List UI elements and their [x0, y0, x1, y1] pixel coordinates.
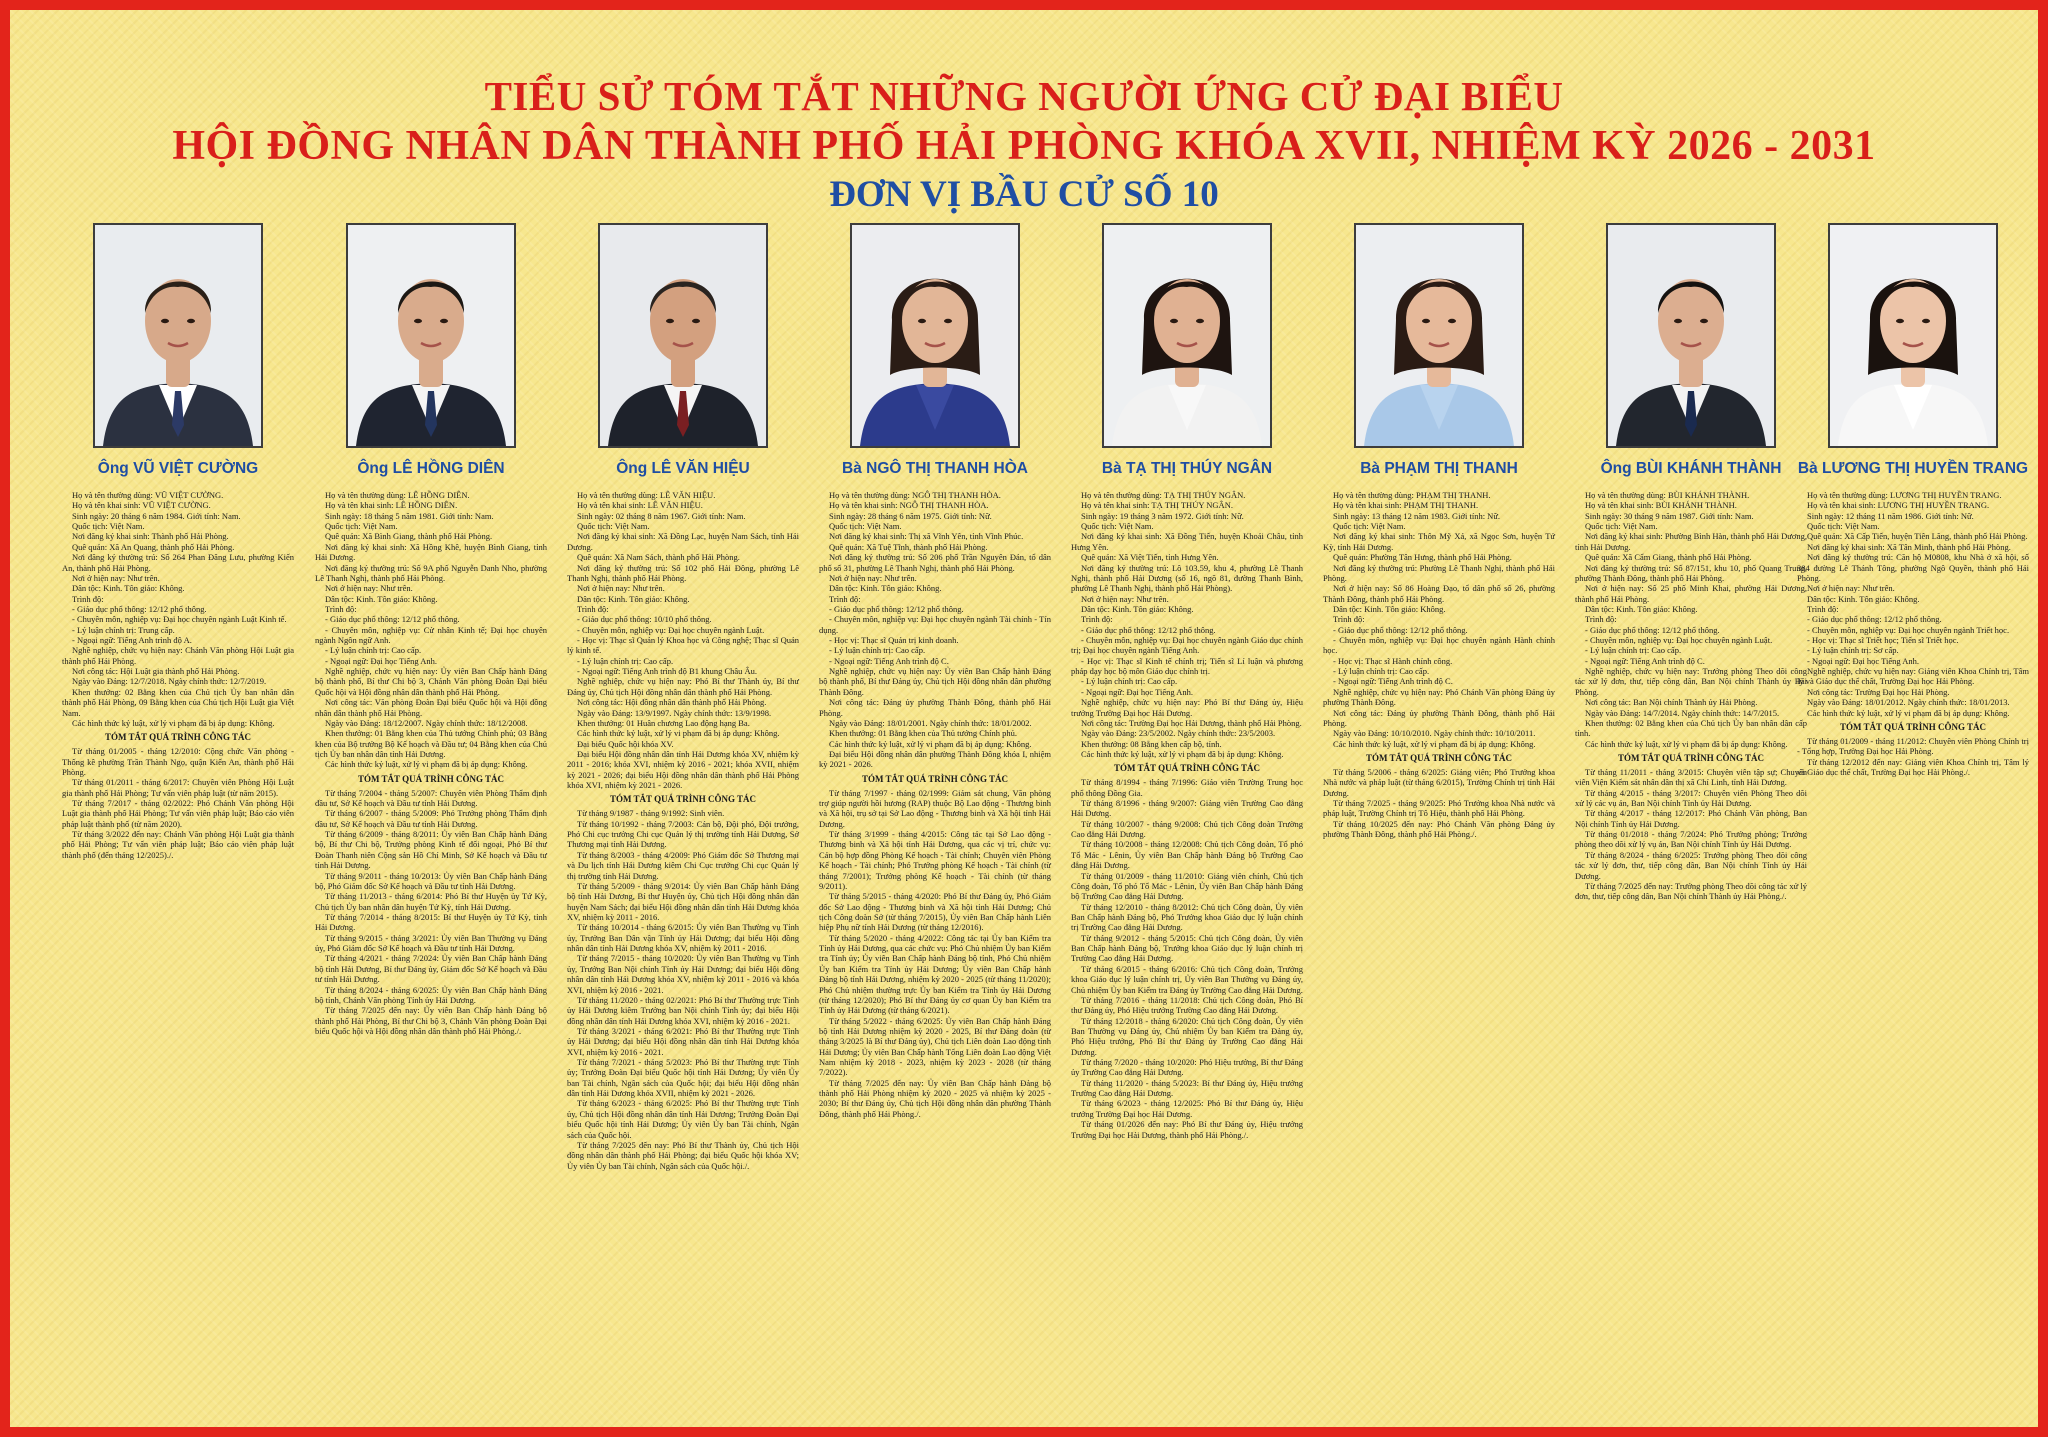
bio-line: Dân tộc: Kinh. Tôn giáo: Không.	[829, 583, 942, 594]
bio-line: Nơi đăng ký khai sinh: Xã Đồng Lạc, huyện Nam Sách, tỉnh Hải Dương.	[567, 531, 799, 552]
career-entry: Từ tháng 01/2018 - tháng 7/2024: Phó Trưởng phòng; Trưởng phòng theo dõi xử lý vụ án, Ban Nội chính Tỉnh ủy Hải Dương.	[1575, 829, 1807, 850]
bio-line: Trình độ:	[1807, 603, 1839, 614]
bio-line: - Chuyên môn, nghiệp vụ: Đại học chuyên ngành Luật Kinh tế.	[72, 614, 287, 625]
candidate-name: Bà NGÔ THỊ THANH HÒA	[842, 460, 1028, 477]
bio-line: Khen thưởng: 01 Huân chương Lao động hạng Ba.	[577, 717, 750, 728]
career-entry: Từ tháng 10/1992 - tháng 7/2003: Cán bộ, Đội phó, Đội trưởng, Phó Chi cục trưởng Chi cục Quản lý thị trường tỉnh Hải Dương, Sở Thương mại tỉnh Hải Dương.	[567, 818, 799, 850]
candidate-biography	[819, 490, 1051, 1119]
bio-line: Nơi ở hiện nay: Như trên.	[325, 583, 413, 594]
career-entry: Từ tháng 8/2024 - tháng 6/2025: Trưởng phòng Theo dõi công tác xử lý đơn, thư, tiếp công dân, Ban Nội chính Tỉnh ủy Hải Dương.	[1575, 849, 1807, 881]
bio-line: Quê quán: Xã Nam Sách, thành phố Hải Phòng.	[577, 552, 740, 563]
bio-line: Khen thưởng: 01 Bằng khen của Thủ tướng Chính phủ; 03 Bằng khen của Bộ trưởng Bộ Kế hoạch và Đầu tư; 04 Bằng khen của Chủ tịch Ủy ban nhân dân tỉnh Hải Dương.	[315, 728, 547, 759]
bio-line: Các hình thức kỷ luật, xử lý vi phạm đã bị áp dụng: Không.	[1081, 748, 1284, 759]
bio-line: Các hình thức kỷ luật, xử lý vi phạm đã bị áp dụng: Không.	[577, 728, 780, 739]
bio-line: Quốc tịch: Việt Nam.	[1333, 521, 1406, 532]
career-entry: Từ tháng 5/2009 - tháng 9/2014: Ủy viên Ban Chấp hành Đảng bộ tỉnh Hải Dương, Bí thư Huyện ủy, Chủ tịch Hội đồng nhân dân huyện Nam Sách; đại biểu Hội đồng nhân dân tỉnh Hải Dương khóa XV, nhiệm kỳ 2011 - 2016.	[567, 880, 799, 922]
bio-line: Nơi đăng ký thường trú: Số 102 phố Hải Đông, phường Lê Thanh Nghị, thành phố Hải Phòng.	[567, 562, 799, 583]
candidate-column	[315, 223, 547, 1036]
bio-line: Nơi đăng ký thường trú: Lô 103.59, khu 4, phường Lê Thanh Nghị, thành phố Hải Dương (số 16, ngõ 81, đường Thanh Bình, phường Lê Thanh Nghị, thành phố Hải Phòng).	[1071, 562, 1303, 594]
bio-line: Nơi đăng ký khai sinh: Thị xã Vĩnh Yên, tỉnh Vĩnh Phúc.	[829, 531, 1024, 542]
bio-line: - Ngoại ngữ: Tiếng Anh trình độ A.	[72, 635, 192, 646]
bio-line: Dân tộc: Kinh. Tôn giáo: Không.	[1585, 603, 1698, 614]
candidate-photo	[1828, 223, 1998, 448]
bio-line: - Ngoại ngữ: Tiếng Anh trình độ C.	[829, 655, 949, 666]
bio-line: Ngày vào Đảng: 23/5/2002. Ngày chính thức: 23/5/2003.	[1081, 728, 1276, 739]
career-entry: Từ tháng 7/2025 đến nay: Ủy viên Ban Chấp hành Đảng bộ thành phố Hải Phòng, Bí thư Chi bộ 3, Chánh Văn phòng Đoàn Đại biểu Quốc hội và Hội đồng nhân dân thành phố Hải Phòng./.	[315, 1005, 547, 1036]
bio-line: Nơi ở hiện nay: Số 86 Hoàng Đạo, tổ dân phố số 26, phường Thành Đông, thành phố Hải Phòng.	[1323, 583, 1555, 604]
bio-line: Quốc tịch: Việt Nam.	[72, 521, 145, 532]
career-entry: Từ tháng 6/2023 - tháng 12/2025: Phó Bí thư Đảng ủy, Hiệu trưởng Trường Đại học Hải Dương.	[1071, 1098, 1303, 1119]
bio-line: Nơi ở hiện nay: Như trên.	[577, 583, 665, 594]
portrait-illustration	[1104, 225, 1270, 446]
career-entry: Từ tháng 7/2015 - tháng 10/2020: Ủy viên Ban Thường vụ Tỉnh ủy, Trưởng Ban Nội chính Tỉnh ủy Hải Dương; đại biểu Hội đồng nhân dân tỉnh Hải Dương khóa XV, nhiệm kỳ 2011 - 2016 và khóa XVI, nhiệm kỳ 2016 - 2021.	[567, 953, 799, 995]
bio-line: Khen thưởng: 01 Bằng khen của Thủ tướng Chính phủ.	[829, 728, 1018, 739]
bio-line: Họ và tên khai sinh: LƯƠNG THỊ HUYỀN TRANG.	[1807, 500, 1990, 511]
bio-line: - Ngoại ngữ: Đại học Tiếng Anh.	[1807, 655, 1920, 666]
candidate-name: Ông LÊ HỒNG DIÊN	[357, 460, 505, 477]
candidate-biography	[1575, 490, 1807, 902]
career-entry: Từ tháng 6/2007 - tháng 5/2009: Phó Trưởng phòng Thẩm định đầu tư, Sở Kế hoạch và Đầu tư tỉnh Hải Dương.	[315, 808, 547, 829]
bio-line: Đại biểu Hội đồng nhân dân tỉnh Hải Dương khóa XV, nhiệm kỳ 2011 - 2016; khóa XVI, nhiệm kỳ 2016 - 2021; khóa XVII, nhiệm kỳ 2021 - 2026; đại biểu Hội đồng nhân dân thành phố Hải Phòng khóa XVI, nhiệm kỳ 2021 - 2026.	[567, 748, 799, 791]
career-entry: Từ tháng 5/2015 - tháng 4/2020: Phó Bí thư Đảng ủy, Phó Giám đốc Sở Lao động - Thương binh và Xã hội tỉnh Hải Dương; Chủ tịch Công đoàn Sở (từ tháng 7/2015), Ủy viên Ban Chấp hành Liên hiệp Phụ nữ tỉnh Hải Dương (từ tháng 12/2016).	[819, 891, 1051, 933]
bio-line: Nơi đăng ký thường trú: Căn hộ M0808, khu Nhà ở xã hội, số 384 đường Lê Thánh Tông, phường Ngô Quyền, thành phố Hải Phòng.	[1797, 552, 2029, 583]
career-entry: Từ tháng 7/2025 đến nay: Ủy viên Ban Chấp hành Đảng bộ thành phố Hải Phòng nhiệm kỳ 2020 - 2025 và nhiệm kỳ 2025 - 2030; Bí thư Đảng ủy, Chủ tịch Hội đồng nhân dân phường Thành Đông, thành phố Hải Phòng./.	[819, 1077, 1051, 1119]
career-entry: Từ tháng 4/2015 - tháng 3/2017: Chuyên viên Phòng Theo dõi xử lý các vụ án, Ban Nội chính Tỉnh ủy Hải Dương.	[1575, 787, 1807, 809]
candidate-biography	[1071, 490, 1303, 1140]
career-entry: Từ tháng 6/2015 - tháng 6/2016: Chủ tịch Công đoàn, Trưởng khoa Giáo dục lý luận chính trị, Ủy viên Ban Thường vụ Đảng ủy, Chủ nhiệm Ủy ban Kiểm tra Đảng ủy Trường Cao đẳng Hải Dương.	[1071, 963, 1303, 995]
bio-line: Trình độ:	[1585, 614, 1617, 625]
career-entry: Từ tháng 6/2023 - tháng 6/2025: Phó Bí thư Thường trực Tỉnh ủy, Chủ tịch Hội đồng nhân dân tỉnh Hải Dương; Trưởng Đoàn Đại biểu Quốc hội tỉnh Hải Dương; Ủy viên Ủy ban Tài chính, Ngân sách của Quốc hội.	[567, 1098, 799, 1140]
bio-line: - Giáo dục phổ thông: 12/12 phổ thông.	[1333, 624, 1468, 635]
bio-line: - Giáo dục phổ thông: 12/12 phổ thông.	[1807, 614, 1942, 625]
bio-line: Khen thưởng: 02 Bằng khen của Chủ tịch Ủy ban nhân dân cấp tỉnh.	[1575, 717, 1807, 739]
bio-line: Dân tộc: Kinh. Tôn giáo: Không.	[325, 593, 438, 604]
bio-line: Họ và tên thường dùng: LƯƠNG THỊ HUYỀN TRANG.	[1807, 490, 2002, 500]
candidate-biography	[62, 490, 294, 860]
career-heading: TÓM TẮT QUÁ TRÌNH CÔNG TÁC	[1113, 763, 1261, 774]
career-entry: Từ tháng 3/2022 đến nay: Chánh Văn phòng Hội Luật gia thành phố Hải Phòng; Tư vấn viên pháp luật; Báo cáo viên pháp luật thành phố (đến tháng 12/2025)./.	[62, 829, 294, 860]
bio-line: Đại biểu Hội đồng nhân dân phường Thành Đông khóa I, nhiệm kỳ 2021 - 2026.	[819, 748, 1051, 770]
career-entry: Từ tháng 8/2003 - tháng 4/2009: Phó Giám đốc Sở Thương mại và Du lịch tỉnh Hải Dương kiêm Chi Cục trưởng Chi cục Quản lý thị trường tỉnh Hải Dương.	[567, 849, 799, 881]
bio-line: Dân tộc: Kinh. Tôn giáo: Không.	[1807, 593, 1920, 604]
bio-line: Quê quán: Phường Tân Hưng, thành phố Hải Phòng.	[1333, 552, 1512, 563]
bio-line: Quốc tịch: Việt Nam.	[577, 521, 650, 532]
bio-line: Trình độ:	[577, 603, 609, 614]
bio-line: Nơi đăng ký khai sinh: Phường Bình Hàn, thành phố Hải Dương, tỉnh Hải Dương.	[1575, 531, 1807, 552]
bio-line: Ngày vào Đảng: 12/7/2018. Ngày chính thức: 12/7/2019.	[72, 676, 267, 687]
bio-line: Quốc tịch: Việt Nam.	[1585, 521, 1658, 532]
career-entry: Từ tháng 7/2025 đến nay: Phó Bí thư Thành ủy, Chủ tịch Hội đồng nhân dân thành phố Hải Phòng; đại biểu Quốc hội khóa XV; Ủy viên Ủy ban Tài chính, Ngân sách của Quốc hội./.	[567, 1139, 799, 1171]
bio-line: - Lý luận chính trị: Cao cấp.	[1585, 645, 1682, 656]
career-entry: Từ tháng 10/2007 - tháng 9/2008: Chủ tịch Công đoàn Trường Cao đẳng Hải Dương.	[1071, 818, 1303, 840]
bio-line: - Giáo dục phổ thông: 12/12 phổ thông.	[829, 603, 964, 614]
career-heading: TÓM TẮT QUÁ TRÌNH CÔNG TÁC	[861, 773, 1009, 784]
candidate-photo	[598, 223, 768, 448]
career-entry: Từ tháng 9/1987 - tháng 9/1992: Sinh viên.	[577, 808, 725, 819]
bio-line: Nơi công tác: Đảng ủy phường Thành Đông, thành phố Hải Phòng.	[1323, 707, 1555, 728]
candidate-photo	[93, 223, 263, 448]
career-entry: Từ tháng 12/2012 đến nay: Giảng viên Khoa Chính trị, Tâm lý và Giáo dục thể chất, Trường Đại học Hải Phòng./.	[1797, 756, 2029, 777]
candidate-column	[819, 223, 1051, 1119]
bio-line: - Lý luận chính trị: Sơ cấp.	[1807, 645, 1899, 656]
candidate-column	[1797, 223, 2029, 777]
career-entry: Từ tháng 4/2017 - tháng 12/2017: Phó Chánh Văn phòng, Ban Nội chính Tỉnh ủy Hải Dương.	[1575, 808, 1807, 829]
candidate-photo	[346, 223, 516, 448]
bio-line: - Học vị: Thạc sĩ Kinh tế chính trị; Tiến sĩ Lí luận và phương pháp dạy học bộ môn Giáo dục chính trị.	[1071, 655, 1303, 677]
bio-line: Nơi đăng ký khai sinh: Thành phố Hải Phòng.	[72, 531, 229, 542]
bio-line: - Giáo dục phổ thông: 12/12 phổ thông.	[1585, 624, 1720, 635]
portrait-illustration	[1608, 225, 1774, 446]
candidate-name: Bà TẠ THỊ THÚY NGÂN	[1101, 460, 1273, 477]
bio-line: Quê quán: Xã Cấp Tiến, huyện Tiên Lãng, thành phố Hải Phòng.	[1807, 531, 2028, 542]
bio-line: Nơi ở hiện nay: Như trên.	[1807, 583, 1895, 594]
bio-line: - Chuyên môn, nghiệp vụ: Đại học chuyên ngành Hành chính học.	[1323, 635, 1555, 656]
career-entry: Từ tháng 5/2006 - tháng 6/2025: Giảng viên; Phó Trưởng khoa Nhà nước và pháp luật (từ tháng 6/2015), Trường Chính trị tỉnh Hải Dương.	[1323, 766, 1555, 798]
candidate-photo	[1606, 223, 1776, 448]
career-entry: Từ tháng 11/2020 - tháng 5/2023: Bí thư Đảng ủy, Hiệu trưởng Trường Cao đẳng Hải Dương.	[1071, 1077, 1303, 1099]
bio-line: Sinh ngày: 30 tháng 9 năm 1987. Giới tính: Nam.	[1585, 510, 1754, 521]
bio-line: Trình độ:	[1081, 614, 1113, 625]
career-entry: Từ tháng 9/2011 - tháng 10/2013: Ủy viên Ban Chấp hành Đảng bộ, Phó Giám đốc Sở Kế hoạch và Đầu tư tỉnh Hải Dương.	[315, 870, 547, 891]
career-entry: Từ tháng 7/2021 - tháng 5/2023: Phó Bí thư Thường trực Tỉnh ủy; Trưởng Đoàn Đại biểu Quốc hội tỉnh Hải Dương; Ủy viên Ủy ban Tài chính, Ngân sách của Quốc hội; đại biểu Hội đồng nhân dân tỉnh Hải Dương khóa XVII, nhiệm kỳ 2021 - 2026.	[567, 1057, 799, 1099]
candidate-column	[1071, 223, 1303, 1140]
bio-line: - Chuyên môn, nghiệp vụ: Đại học chuyên ngành Luật.	[577, 624, 765, 635]
bio-line: Nơi công tác: Đảng ủy phường Thành Đông, thành phố Hải Phòng.	[819, 697, 1051, 718]
bio-line: Nghề nghiệp, chức vụ hiện nay: Ủy viên Ban Chấp hành Đảng bộ thành phố, Bí thư Đảng ủy, Chủ tịch Hội đồng nhân dân phường Thành Đông.	[819, 666, 1051, 697]
bio-line: - Học vị: Thạc sĩ Hành chính công.	[1333, 655, 1453, 666]
candidate-name: Bà LƯƠNG THỊ HUYỀN TRANG	[1797, 460, 2029, 477]
title-line-2: HỘI ĐỒNG NHÂN DÂN THÀNH PHỐ HẢI PHÒNG KHÓA XVII, NHIỆM KỲ 2026 - 2031	[172, 123, 1876, 169]
candidate-name: Ông VŨ VIỆT CƯỜNG	[97, 460, 259, 477]
career-entry: Từ tháng 01/2009 - tháng 11/2010: Giảng viên chính, Chủ tịch Công đoàn, Tổ phó Tổ Mác - Lênin, Ủy viên Ban Chấp hành Đảng bộ Trường Cao đẳng Hải Dương.	[1071, 870, 1303, 902]
career-entry: Từ tháng 12/2018 - tháng 6/2020: Chủ tịch Công đoàn, Ủy viên Ban Thường vụ Đảng ủy, Chủ nhiệm Ủy ban Kiểm tra Đảng ủy, Phó Hiệu trưởng, Phó Bí thư Đảng ủy Trường Cao đẳng Hải Dương.	[1071, 1015, 1303, 1057]
bio-line: Nơi đăng ký khai sinh: Xã Đồng Tiến, huyện Khoái Châu, tỉnh Hưng Yên.	[1071, 531, 1303, 552]
bio-line: - Giáo dục phổ thông: 12/12 phổ thông.	[325, 614, 460, 625]
bio-line: Dân tộc: Kinh. Tôn giáo: Không.	[72, 583, 185, 594]
career-heading: TÓM TẮT QUÁ TRÌNH CÔNG TÁC	[609, 794, 757, 805]
bio-line: - Học vị: Thạc sĩ Triết học; Tiến sĩ Triết học.	[1807, 635, 1959, 646]
portrait-illustration	[852, 225, 1018, 446]
career-entry: Từ tháng 5/2020 - tháng 4/2022: Công tác tại Ủy ban Kiểm tra Tỉnh ủy Hải Dương, qua các chức vụ: Phó Chủ nhiệm Ủy ban Kiểm tra Tỉnh ủy; Ủy viên Ban Chấp hành Đảng bộ tỉnh, Phó Chủ nhiệm Ủy ban Kiểm tra Tỉnh ủy Hải Dương; Ủy viên Ban Chấp hành Đảng bộ tỉnh Hải Dương, nhiệm kỳ 2020 - 2025 (từ tháng 11/2020); Phó Chủ nhiệm thường trực Ủy ban Kiểm tra Tỉnh ủy Hải Dương (từ tháng 12/2020); Phó Bí thư Đảng ủy cơ quan Ủy ban Kiểm tra Tỉnh ủy Hải Dương (từ tháng 6/2021).	[819, 932, 1051, 1016]
bio-line: Họ và tên khai sinh: LÊ HỒNG DIÊN.	[325, 500, 458, 511]
bio-line: Họ và tên thường dùng: NGÔ THỊ THANH HÒA.	[829, 490, 1001, 500]
bio-line: - Học vị: Thạc sĩ Quản trị kinh doanh.	[829, 635, 959, 646]
candidate-name: Ông BÙI KHÁNH THÀNH	[1600, 460, 1782, 477]
bio-line: Dân tộc: Kinh. Tôn giáo: Không.	[1081, 603, 1194, 614]
career-entry: Từ tháng 01/2009 - tháng 11/2012: Chuyên viên Phòng Chính trị - Tổng hợp, Trường Đại học Hải Phòng.	[1797, 735, 2029, 757]
career-entry: Từ tháng 3/1999 - tháng 4/2015: Công tác tại Sở Lao động - Thương binh và Xã hội tỉnh Hải Dương, qua các vị trí, chức vụ: Cán bộ hợp đồng Phòng Kế hoạch - Tài chính; Chuyên viên Phòng Kế hoạch - Tài chính; Phó Trưởng phòng Kế hoạch - Tài chính (từ tháng 7/2001); Trưởng phòng Kế hoạch - Tài chính (từ tháng 9/2011).	[819, 829, 1051, 891]
bio-line: Nơi ở hiện nay: Như trên.	[829, 572, 917, 583]
bio-line: - Ngoại ngữ: Tiếng Anh trình độ B1 khung Châu Âu.	[577, 666, 758, 677]
career-entry: Từ tháng 01/2011 - tháng 6/2017: Chuyên viên Phòng Hội Luật gia thành phố Hải Phòng; Tư vấn viên pháp luật (từ năm 2015).	[62, 777, 294, 798]
portrait-illustration	[600, 225, 766, 446]
bio-line: Họ và tên khai sinh: PHẠM THỊ THANH.	[1333, 500, 1479, 511]
bio-line: Họ và tên thường dùng: LÊ VĂN HIỆU.	[577, 490, 716, 500]
career-entry: Từ tháng 11/2013 - tháng 6/2014: Phó Bí thư Huyện ủy Tứ Kỳ, Chủ tịch Ủy ban nhân dân huyện Tứ Kỳ, tỉnh Hải Dương.	[315, 891, 547, 912]
bio-line: Họ và tên thường dùng: TẠ THỊ THÚY NGÂN.	[1081, 490, 1246, 500]
bio-line: Nơi công tác: Trường Đại học Hải Phòng.	[1807, 686, 1950, 697]
bio-line: - Lý luận chính trị: Cao cấp.	[577, 655, 674, 666]
career-entry: Từ tháng 7/2016 - tháng 11/2018: Chủ tịch Công đoàn, Phó Bí thư Đảng ủy, Phó Hiệu trưởng Trường Cao đẳng Hải Dương.	[1071, 994, 1303, 1016]
portrait-illustration	[348, 225, 514, 446]
career-heading: TÓM TẮT QUÁ TRÌNH CÔNG TÁC	[1839, 721, 1987, 732]
bio-line: Trình độ:	[325, 603, 357, 614]
bio-line: Nơi công tác: Hội Luật gia thành phố Hải Phòng.	[72, 666, 240, 677]
bio-line: Sinh ngày: 18 tháng 5 năm 1981. Giới tính: Nam.	[325, 510, 494, 521]
bio-line: Các hình thức kỷ luật, xử lý vi phạm đã bị áp dụng: Không.	[1807, 707, 2010, 718]
candidate-name: Bà PHẠM THỊ THANH	[1360, 460, 1518, 477]
bio-line: - Học vị: Thạc sĩ Quản lý Khoa học và Công nghệ; Thạc sĩ Quản lý kinh tế.	[567, 635, 799, 656]
candidate-photo	[1354, 223, 1524, 448]
title-line-1: TIỂU SỬ TÓM TẮT NHỮNG NGƯỜI ỨNG CỬ ĐẠI BIỂU	[484, 73, 1564, 119]
portrait-illustration	[1356, 225, 1522, 446]
bio-line: Nghề nghiệp, chức vụ hiện nay: Trưởng phòng Theo dõi công tác xử lý đơn, thư, tiếp công dân, Ban Nội chính Thành ủy Hải Phòng.	[1575, 666, 1807, 697]
candidate-column	[62, 223, 294, 860]
bio-line: Nơi đăng ký thường trú: Số 264 Phan Đăng Lưu, phường Kiến An, thành phố Hải Phòng.	[62, 552, 294, 573]
bio-line: Nơi đăng ký khai sinh: Thôn Mỹ Xá, xã Ngọc Sơn, huyện Tứ Kỳ, tỉnh Hải Dương.	[1323, 531, 1555, 552]
career-entry: Từ tháng 10/2025 đến nay: Phó Chánh Văn phòng Đảng ủy phường Thành Đông, thành phố Hải Phòng./.	[1323, 818, 1555, 840]
bio-line: - Lý luận chính trị: Cao cấp.	[325, 645, 422, 656]
career-entry: Từ tháng 6/2009 - tháng 8/2011: Ủy viên Ban Chấp hành Đảng bộ, Bí thư Chi bộ, Trưởng phòng Kinh tế đối ngoại, Phó Bí thư Đoàn Thanh niên Cộng sản Hồ Chí Minh, Sở Kế hoạch và Đầu tư tỉnh Hải Dương.	[315, 829, 547, 871]
bio-line: Trình độ:	[829, 593, 861, 604]
bio-line: - Lý luận chính trị: Cao cấp.	[1081, 676, 1178, 687]
career-entry: Từ tháng 7/2014 - tháng 8/2015: Bí thư Huyện ủy Tứ Kỳ, tỉnh Hải Dương.	[315, 911, 547, 933]
bio-line: - Lý luận chính trị: Cao cấp.	[829, 645, 926, 656]
bio-line: Quê quán: Xã Việt Tiến, tỉnh Hưng Yên.	[1081, 552, 1219, 563]
bio-line: Sinh ngày: 13 tháng 12 năm 1983. Giới tính: Nữ.	[1333, 510, 1501, 521]
bio-line: Các hình thức kỷ luật, xử lý vi phạm đã bị áp dụng: Không.	[325, 759, 528, 770]
bio-line: - Ngoại ngữ: Đại học Tiếng Anh.	[325, 655, 438, 666]
career-entry: Từ tháng 8/2024 - tháng 6/2025: Ủy viên Ban Chấp hành Đảng bộ tỉnh, Chánh Văn phòng Tỉnh ủy Hải Dương.	[315, 984, 547, 1005]
bio-line: Nơi đăng ký thường trú: Số 9A phố Nguyễn Danh Nho, phường Lê Thanh Nghị, thành phố Hải Phòng.	[315, 562, 547, 583]
candidate-biography	[315, 490, 547, 1036]
career-heading: TÓM TẮT QUÁ TRÌNH CÔNG TÁC	[1365, 752, 1513, 763]
career-entry: Từ tháng 11/2020 - tháng 02/2021: Phó Bí thư Thường trực Tỉnh ủy Hải Dương kiêm Trưởng ban Nội chính Tỉnh ủy; đại biểu Hội đồng nhân dân tỉnh Hải Dương khóa XVI, nhiệm kỳ 2016 - 2021.	[567, 994, 799, 1026]
bio-line: Sinh ngày: 12 tháng 11 năm 1986. Giới tính: Nữ.	[1807, 510, 1974, 521]
bio-line: - Ngoại ngữ: Tiếng Anh trình độ C.	[1585, 655, 1705, 666]
bio-line: Khen thưởng: 08 Bằng khen cấp bộ, tỉnh.	[1081, 738, 1222, 749]
bio-line: - Chuyên môn, nghiệp vụ: Đại học chuyên ngành Triết học.	[1807, 624, 2010, 635]
bio-line: Nghề nghiệp, chức vụ hiện nay: Phó Chánh Văn phòng Đảng ủy phường Thành Đông.	[1323, 686, 1555, 708]
bio-line: Họ và tên khai sinh: NGÔ THỊ THANH HÒA.	[829, 500, 989, 511]
electoral-unit-title: ĐƠN VỊ BẦU CỬ SỐ 10	[829, 174, 1219, 215]
candidate-column	[1575, 223, 1807, 902]
bio-line: Quê quán: Xã Cẩm Giang, thành phố Hải Phòng.	[1585, 552, 1752, 563]
bio-line: Ngày vào Đảng: 14/7/2014. Ngày chính thức: 14/7/2015.	[1585, 707, 1780, 718]
bio-line: Nghề nghiệp, chức vụ hiện nay: Phó Bí thư Đảng ủy, Hiệu trưởng Trường Đại học Hải Dương.	[1071, 697, 1303, 718]
bio-line: Nơi ở hiện nay: Như trên.	[72, 572, 160, 583]
bio-line: - Lý luận chính trị: Trung cấp.	[72, 624, 175, 635]
bio-line: - Chuyên môn, nghiệp vụ: Đại học chuyên ngành Giáo dục chính trị; Đại học chuyên ngành Tiếng Anh.	[1071, 635, 1303, 656]
bio-line: Nghề nghiệp, chức vụ hiện nay: Phó Bí thư Thành ủy, Bí thư Đảng ủy, Chủ tịch Hội đồng nhân dân thành phố Hải Phòng.	[567, 676, 799, 697]
bio-line: Các hình thức kỷ luật, xử lý vi phạm đã bị áp dụng: Không.	[1585, 738, 1788, 749]
career-entry: Từ tháng 9/2012 - tháng 5/2015: Chủ tịch Công đoàn, Ủy viên Ban Chấp hành Đảng bộ, Trưởng khoa Giáo dục lý luận chính trị Trường Cao đẳng Hải Dương.	[1071, 932, 1303, 964]
career-entry: Từ tháng 7/2025 đến nay: Trưởng phòng Theo dõi công tác xử lý đơn, thư, tiếp công dân, Ban Nội chính Thành ủy Hải Phòng./.	[1575, 880, 1807, 902]
bio-line: Sinh ngày: 02 tháng 8 năm 1967. Giới tính: Nam.	[577, 510, 746, 521]
career-entry: Từ tháng 11/2011 - tháng 3/2015: Chuyên viên tập sự; Chuyên viên Viện Kiểm sát nhân dân thị xã Chí Linh, tỉnh Hải Dương.	[1575, 766, 1807, 788]
bio-line: Nghề nghiệp, chức vụ hiện nay: Ủy viên Ban Chấp hành Đảng bộ thành phố, Bí thư Chi bộ 3, Chánh Văn phòng Đoàn Đại biểu Quốc hội và Hội đồng nhân dân thành phố Hải Phòng.	[315, 666, 547, 697]
bio-line: Nghề nghiệp, chức vụ hiện nay: Giảng viên Khoa Chính trị, Tâm lý và Giáo dục thể chất, Trường Đại học Hải Phòng.	[1797, 666, 2029, 687]
bio-line: - Ngoại ngữ: Tiếng Anh trình độ C.	[1333, 676, 1453, 687]
career-entry: Từ tháng 8/1994 - tháng 7/1996: Giáo viên Trường Trung học phổ thông Đồng Gia.	[1071, 777, 1303, 798]
bio-line: Quốc tịch: Việt Nam.	[1081, 521, 1154, 532]
career-entry: Từ tháng 4/2021 - tháng 7/2024: Ủy viên Ban Chấp hành Đảng bộ tỉnh Hải Dương, Bí thư Đảng ủy, Giám đốc Sở Kế hoạch và Đầu tư tỉnh Hải Dương.	[315, 953, 547, 985]
career-entry: Từ tháng 10/2014 - tháng 6/2015: Ủy viên Ban Thường vụ Tỉnh ủy, Trưởng Ban Dân vận Tỉnh ủy Hải Dương; đại biểu Hội đồng nhân dân tỉnh Hải Dương khóa XV, nhiệm kỳ 2011 - 2016.	[567, 922, 799, 954]
career-entry: Từ tháng 7/2020 - tháng 10/2020: Phó Hiệu trưởng, Bí thư Đảng ủy Trường Cao đẳng Hải Dương.	[1071, 1057, 1303, 1078]
bio-line: Ngày vào Đảng: 10/10/2010. Ngày chính thức: 10/10/2011.	[1333, 728, 1536, 739]
bio-line: Dân tộc: Kinh. Tôn giáo: Không.	[577, 593, 690, 604]
bio-line: Nơi đăng ký thường trú: Số 87/151, khu 10, phố Quang Trung, phường Thành Đông, thành phố Hải Phòng.	[1575, 562, 1807, 583]
career-entry: Từ tháng 7/2017 - tháng 02/2022: Phó Chánh Văn phòng Hội Luật gia thành phố Hải Phòng; Tư vấn viên pháp luật; Báo cáo viên pháp luật thành phố (từ năm 2020).	[62, 798, 294, 829]
bio-line: Sinh ngày: 20 tháng 6 năm 1984. Giới tính: Nam.	[72, 510, 241, 521]
bio-line: Nơi công tác: Hội đồng nhân dân thành phố Hải Phòng.	[577, 697, 767, 708]
bio-line: Họ và tên thường dùng: BÙI KHÁNH THÀNH.	[1585, 490, 1750, 500]
bio-line: - Lý luận chính trị: Cao cấp.	[1333, 666, 1430, 677]
candidate-column	[567, 223, 799, 1171]
bio-line: Nơi ở hiện nay: Số 25 phố Minh Khai, phường Hải Dương, thành phố Hải Phòng.	[1575, 583, 1807, 604]
candidate-biography	[1797, 490, 2029, 777]
bio-line: Quốc tịch: Việt Nam.	[829, 521, 902, 532]
career-entry: Từ tháng 8/1996 - tháng 9/2007: Giảng viên Trường Cao đẳng Hải Dương.	[1071, 798, 1303, 819]
bio-line: Nơi công tác: Trường Đại học Hải Dương, thành phố Hải Phòng.	[1081, 717, 1302, 728]
bio-line: Các hình thức kỷ luật, xử lý vi phạm đã bị áp dụng: Không.	[1333, 738, 1536, 749]
bio-line: - Giáo dục phổ thông: 10/10 phổ thông.	[577, 614, 712, 625]
career-entry: Từ tháng 01/2026 đến nay: Phó Bí thư Đảng ủy, Hiệu trưởng Trường Đại học Hải Dương, thành phố Hải Phòng./.	[1071, 1119, 1303, 1140]
bio-line: Các hình thức kỷ luật, xử lý vi phạm đã bị áp dụng: Không.	[829, 738, 1032, 749]
career-entry: Từ tháng 9/2015 - tháng 3/2021: Ủy viên Ban Thường vụ Đảng ủy, Phó Giám đốc Sở Kế hoạch và Đầu tư tỉnh Hải Dương.	[315, 932, 547, 954]
bio-line: Họ và tên thường dùng: LÊ HỒNG DIÊN.	[325, 490, 470, 500]
career-entry: Từ tháng 3/2021 - tháng 6/2021: Phó Bí thư Thường trực Tỉnh ủy Hải Dương; đại biểu Hội đồng nhân dân tỉnh Hải Dương khóa XVI, nhiệm kỳ 2016 - 2021.	[567, 1025, 799, 1057]
bio-line: Nơi công tác: Ban Nội chính Thành ủy Hải Phòng.	[1585, 697, 1758, 708]
career-heading: TÓM TẮT QUÁ TRÌNH CÔNG TÁC	[104, 732, 252, 743]
bio-line: Ngày vào Đảng: 18/01/2012. Ngày chính thức: 18/01/2013.	[1807, 697, 2010, 708]
bio-line: - Chuyên môn, nghiệp vụ: Đại học chuyên ngành Tài chính - Tín dụng.	[819, 614, 1051, 635]
bio-line: Quê quán: Xã Bình Giang, thành phố Hải Phòng.	[325, 531, 493, 542]
bio-line: Nơi đăng ký khai sinh: Xã Hồng Khê, huyện Bình Giang, tỉnh Hải Dương.	[315, 541, 547, 563]
candidate-biography	[1323, 490, 1555, 839]
bio-line: Nơi ở hiện nay: Như trên.	[1081, 593, 1169, 604]
bio-line: Quốc tịch: Việt Nam.	[1807, 521, 1880, 532]
bio-line: Dân tộc: Kinh. Tôn giáo: Không.	[1333, 603, 1446, 614]
candidate-photo	[850, 223, 1020, 448]
portrait-illustration	[1830, 225, 1996, 446]
bio-line: - Ngoại ngữ: Đại học Tiếng Anh.	[1081, 686, 1194, 697]
bio-line: Ngày vào Đảng: 13/9/1997. Ngày chính thức: 13/9/1998.	[577, 707, 772, 718]
career-heading: TÓM TẮT QUÁ TRÌNH CÔNG TÁC	[1617, 752, 1765, 763]
bio-line: Trình độ:	[1333, 614, 1365, 625]
bio-line: Họ và tên khai sinh: LÊ VĂN HIỆU.	[577, 500, 703, 511]
bio-line: Họ và tên thường dùng: VŨ VIỆT CƯỜNG.	[72, 490, 224, 500]
bio-line: Ngày vào Đảng: 18/01/2001. Ngày chính thức: 18/01/2002.	[829, 717, 1032, 728]
bio-line: Các hình thức kỷ luật, xử lý vi phạm đã bị áp dụng: Không.	[72, 717, 275, 728]
career-entry: Từ tháng 01/2005 - tháng 12/2010: Cộng chức Văn phòng - Thống kê phường Trần Thành Ngọ, quận Kiến An, thành phố Hải Phòng.	[62, 746, 294, 777]
career-entry: Từ tháng 12/2010 - tháng 8/2012: Chủ tịch Công đoàn, Ủy viên Ban Chấp hành Đảng bộ, Phó Trưởng khoa Giáo dục lý luận chính trị Trường Cao đẳng Hải Dương.	[1071, 901, 1303, 933]
bio-line: Họ và tên khai sinh: TẠ THỊ THÚY NGÂN.	[1081, 500, 1233, 511]
bio-line: Trình độ:	[72, 593, 104, 604]
candidate-biography	[567, 490, 799, 1171]
bio-line: Nghề nghiệp, chức vụ hiện nay: Chánh Văn phòng Hội Luật gia thành phố Hải Phòng.	[62, 645, 294, 666]
bio-line: Quốc tịch: Việt Nam.	[325, 521, 398, 532]
career-entry: Từ tháng 7/1997 - tháng 02/1999: Giám sát chung, Văn phòng trợ giúp người hồi hương (RAP) thuộc Bộ Lao động - Thương binh và Xã hội, trụ sở tại Sở Lao động - Thương binh và Xã hội tỉnh Hải Dương.	[819, 787, 1051, 829]
bio-line: Ngày vào Đảng: 18/12/2007. Ngày chính thức: 18/12/2008.	[325, 717, 528, 728]
bio-line: - Giáo dục phổ thông: 12/12 phổ thông.	[1081, 624, 1216, 635]
bio-line: Họ và tên khai sinh: VŨ VIỆT CƯỜNG.	[72, 500, 211, 511]
bio-line: Quê quán: Xã An Quang, thành phố Hải Phòng.	[72, 541, 235, 552]
bio-line: Nơi công tác: Văn phòng Đoàn Đại biểu Quốc hội và Hội đồng nhân dân thành phố Hải Phòng.	[315, 697, 547, 718]
candidate-column	[1323, 223, 1555, 839]
bio-line: Nơi đăng ký khai sinh: Xã Tân Minh, thành phố Hải Phòng.	[1807, 541, 2011, 552]
career-entry: Từ tháng 7/2025 - tháng 9/2025: Phó Trưởng khoa Nhà nước và pháp luật, Trường Chính trị Tô Hiệu, thành phố Hải Phòng.	[1323, 798, 1555, 819]
candidate-name: Ông LÊ VĂN HIỆU	[616, 460, 750, 477]
bio-line: Sinh ngày: 19 tháng 3 năm 1972. Giới tính: Nữ.	[1081, 510, 1244, 521]
career-entry: Từ tháng 7/2004 - tháng 5/2007: Chuyên viên Phòng Thẩm định đầu tư, Sở Kế hoạch và Đầu tư tỉnh Hải Dương.	[315, 787, 547, 809]
bio-line: - Chuyên môn, nghiệp vụ: Đại học chuyên ngành Luật.	[1585, 635, 1773, 646]
bio-line: Sinh ngày: 28 tháng 6 năm 1975. Giới tính: Nữ.	[829, 510, 992, 521]
bio-line: - Giáo dục phổ thông: 12/12 phổ thông.	[72, 603, 207, 614]
bio-line: Khen thưởng: 02 Bằng khen của Chủ tịch Ủy ban nhân dân thành phố Hải Phòng, 09 Bằng khen của Chủ tịch Hội Luật gia Việt Nam.	[62, 686, 294, 718]
career-entry: Từ tháng 10/2008 - tháng 12/2008: Chủ tịch Công đoàn, Tổ phó Tổ Mác - Lênin, Ủy viên Ban Chấp hành Đảng bộ Trường Cao đẳng Hải Dương.	[1071, 839, 1303, 871]
bio-line: - Chuyên môn, nghiệp vụ: Cử nhân Kinh tế; Đại học chuyên ngành Ngôn ngữ Anh.	[315, 624, 547, 646]
career-heading: TÓM TẮT QUÁ TRÌNH CÔNG TÁC	[357, 773, 505, 784]
bio-line: Họ và tên thường dùng: PHẠM THỊ THANH.	[1333, 490, 1491, 500]
bio-line: Nơi đăng ký thường trú: Số 206 phố Trần Nguyên Đán, tổ dân phố số 31, phường Lê Thanh Nghị, thành phố Hải Phòng.	[819, 552, 1051, 573]
bio-line: Đại biểu Quốc hội khóa XV.	[577, 738, 674, 749]
bio-line: Quê quán: Xã Tuệ Tĩnh, thành phố Hải Phòng.	[829, 541, 988, 552]
portrait-illustration	[95, 225, 261, 446]
candidate-photo	[1102, 223, 1272, 448]
career-entry: Từ tháng 5/2022 - tháng 6/2025: Ủy viên Ban Chấp hành Đảng bộ tỉnh Hải Dương nhiệm kỳ 2020 - 2025, Bí thư Đảng đoàn (từ tháng 3/2025 là Bí thư Đảng ủy), Chủ tịch Liên đoàn Lao động tỉnh Hải Dương; Ủy viên Ban Chấp hành Tổng Liên đoàn Lao động Việt Nam nhiệm kỳ 2018 - 2023, nhiệm kỳ 2023 - 2028 (từ tháng 7/2022).	[819, 1015, 1051, 1078]
bio-line: Nơi đăng ký thường trú: Phường Lê Thanh Nghị, thành phố Hải Phòng.	[1323, 562, 1555, 583]
bio-line: Họ và tên khai sinh: BÙI KHÁNH THÀNH.	[1585, 500, 1737, 511]
